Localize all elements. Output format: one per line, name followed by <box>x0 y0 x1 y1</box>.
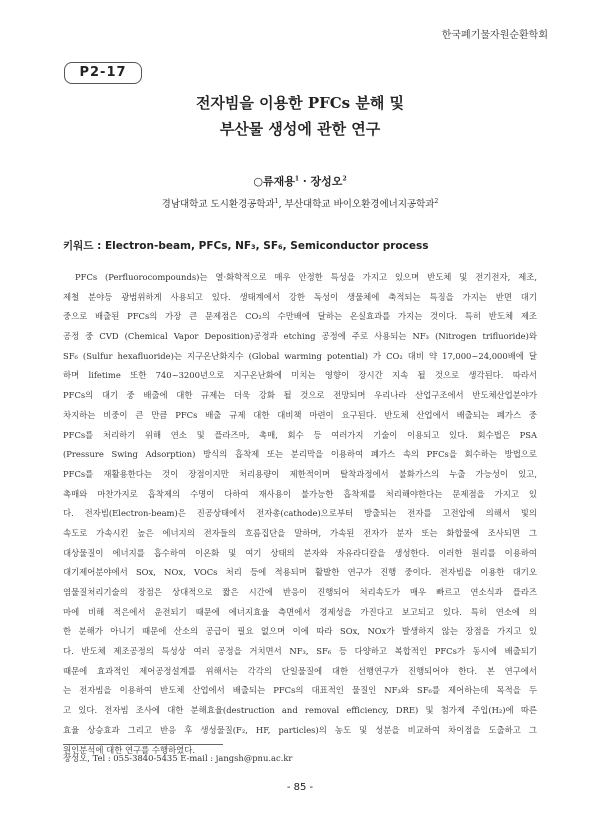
affiliation-2-mark: 2 <box>434 197 439 205</box>
body-line: PFCs를 처리하기 위해 연소 및 플라즈마, 촉매, 회수 등 여러가지 기술이 이용되고 있다. 회수법은 PSA <box>63 429 537 440</box>
keywords-text: Electron-beam, PFCs, NF₃, SF₆, Semiconductor process <box>104 240 429 252</box>
body-line: (Pressure Swing Adsorption) 방식의 흡착제 또는 분리막을 이용하여 폐가스 속의 PFCs을 회수하는 방법으로 <box>63 449 537 460</box>
body-line: 마에 비해 적은에서 운전되기 때문에 에너지효율 측면에서 경제성을 가진다고 보고되고 있다. 특히 연소에 의 <box>63 606 537 617</box>
body-line: 차지하는 비중이 큰 만큼 PFCs 배출 규제 대한 대비책 마련이 요구된다. 반도체 산업에서 배출되는 폐가스 중 <box>63 409 537 420</box>
affiliation-2: 부산대학교 바이오환경에너지공학과 <box>284 199 435 210</box>
body-line: 염물질처리기술의 장점은 상대적으로 짧은 시간에 반응이 진행되어 처리속도가 매우 빠르고 연소식과 플라즈 <box>63 587 537 597</box>
keywords-label: 키워드 : <box>63 240 105 252</box>
body-line: 대기제어분야에서 SOx, NOx, VOCs 처리 등에 적용되며 활발한 연구가 진행 중이다. 전자빔을 이용한 대기오 <box>63 567 537 578</box>
author-list <box>0 173 600 189</box>
body-line: 한 분해가 아니기 때문에 산소의 공급이 필요 없으며 이에 따라 SOx, NOx가 발생하지 않는 장점을 가지고 있 <box>63 626 537 637</box>
affiliations <box>0 196 600 210</box>
body-line: 속도로 가속시킨 높은 에너지의 전자들의 흐름집단을 말하며, 가속된 전자가 분자 또는 화합물에 조사되면 그 <box>63 527 537 538</box>
body-line: PFCs를 재활용한다는 것이 장점이지만 처리용량이 제한적이며 탈착과정에서 불화가스의 누출 가능성이 있고, <box>63 468 537 479</box>
affiliation-separator: , <box>278 199 285 210</box>
body-line: 효율 상승효과 그리고 반응 후 생성물질(F₂, HF, particles)의 농도 및 성분을 비교하여 차이점을 도출하고 그 <box>63 724 537 735</box>
author-1: ○류재용 <box>253 175 295 188</box>
author-1-affiliation-mark: 1 <box>294 175 300 183</box>
body-line: PFCs (Perfluorocompounds)는 열·화학적으로 매우 안정한 특성을 가지고 있으며 반도체 및 전기전자, 제조, <box>75 272 537 282</box>
keywords <box>63 238 543 253</box>
title-line-1: 전자빔을 이용한 PFCs 분해 및 <box>195 94 405 112</box>
affiliation-1-mark: 1 <box>274 197 279 205</box>
page-number: - 85 - <box>286 782 314 793</box>
body-line: 촉매와 마찬가지로 흡착제의 수명이 다하여 재사용이 불가능한 흡착제를 처리해야한다는 문제점을 가지고 있 <box>63 488 537 499</box>
session-badge: P2-17 <box>64 62 142 84</box>
title-line-2: 부산물 생성에 관한 연구 <box>219 120 381 138</box>
body-line: 제철 분야등 광범위하게 사용되고 있다. 생태계에서 강한 독성이 생물체에 축적되는 특징을 가지는 반면 대기 <box>63 291 537 302</box>
author-2-affiliation-mark: 2 <box>342 175 347 183</box>
footnote-contact: 장성오, Tel : 055-3840-5435 E-mail : jangsh@pnu.ac.kr <box>63 753 293 763</box>
body-line: 중으로 배출된 PFCs의 가장 큰 문제점은 CO₂의 수만배에 달하는 온실효과를 가지는 것이다. 특히 반도체 제조 <box>63 311 537 322</box>
body-line: 하며 lifetime 또한 740~3200년으로 지구온난화에 미치는 영향이 장시간 지속 될 것으로 생각된다. 따라서 <box>63 370 537 381</box>
body-line: 때문에 효과적인 제어공정설계를 위해서는 각각의 단일물질에 대한 선행연구가 진행되어야 한다. 본 연구에서 <box>63 665 537 676</box>
society-header: 한국폐기물자원순환학회 <box>441 30 548 41</box>
body-line: 대상물질이 에너지를 흡수하여 이온화 및 여기 상태의 분자와 자유라디칼을 생성한다. 이러한 원리를 이용하여 <box>63 547 537 558</box>
abstract-body <box>63 268 537 760</box>
author-2: 장성오 <box>310 175 343 188</box>
body-line: 공정 중 CVD (Chemical Vapor Deposition)공정과 etching 공정에 주로 사용되는 NF₃ (Nitrogen trifluoride)와 <box>63 331 537 342</box>
body-line: 원인분석에 대한 연구를 수행하였다. <box>63 744 196 755</box>
affiliation-1: 경남대학교 도시환경공학과 <box>161 199 275 210</box>
body-line: 는 전자빔을 이용하여 반도체 산업에서 배출되는 PFCs의 대표적인 물질인 NF₃와 SF₆를 제어하는데 목적을 두 <box>63 685 537 696</box>
body-line: PFCs의 대기 중 배출에 대한 규제는 더욱 강화 될 것으로 전망되며 우리나라 산업구조에서 반도체산업분야가 <box>63 390 537 401</box>
body-line: 다. 반도체 제조공정의 특성상 여러 공정을 거치면서 NF₃, SF₆ 등 다양하고 복합적인 PFCs가 동시에 배출되기 <box>63 646 537 657</box>
body-line: 고 있다. 전자빔 조사에 대한 분해효율(destruction and removal efficiency, DRE) 및 첨가제 주입(H₂)에 따른 <box>63 705 537 716</box>
paper-title <box>0 90 600 142</box>
author-separator: · <box>299 175 311 188</box>
body-line: SF₆ (Sulfur hexafluoride)는 지구온난화지수 (Global warming potential) 가 CO₂ 대비 약 17,000~24,000배에 달 <box>63 350 537 361</box>
body-line: 다. 전자빔(Electron-beam)은 진공상태에서 전자총(cathode)으로부터 방출되는 전자를 고전압에 의해서 빛의 <box>63 508 537 519</box>
footnote-rule <box>63 744 223 745</box>
